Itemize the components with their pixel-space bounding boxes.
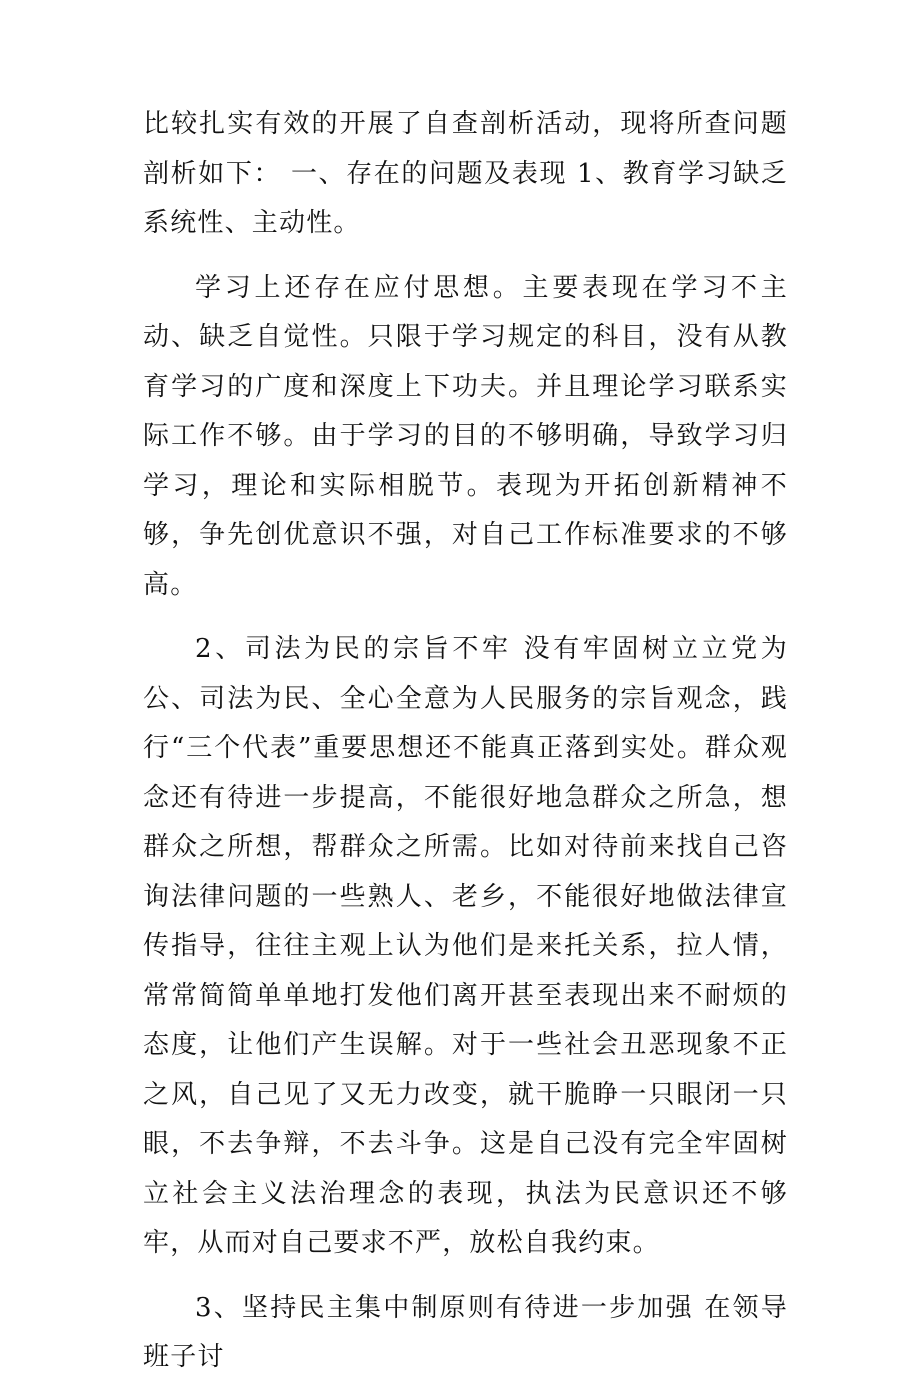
paragraph-study-attitude: 学习上还存在应付思想。主要表现在学习不主动、缺乏自觉性。只限于学习规定的科目，没有从教育学习的广度和深度上下功夫。并且理论学习联系实际工作不够。由于学习的目的不够明确，导致学习归学习，理论和实际相脱节。表现为开拓创新精神不够，争先创优意识不强，对自己工作标准要求的不够高。 (143, 272, 788, 600)
document-body (143, 100, 788, 1398)
paragraph-intro: 比较扎实有效的开展了自查剖析活动，现将所查问题剖析如下： 一、存在的问题及表现 1、教育学习缺乏系统性、主动性。 (143, 109, 788, 238)
paragraph-judicial-purpose: 2、司法为民的宗旨不牢 没有牢固树立立党为公、司法为民、全心全意为人民服务的宗旨观念，践行“三个代表”重要思想还不能真正落到实处。群众观念还有待进一步提高，不能很好地急群众之所急，想群众之所想，帮群众之所需。比如对待前来找自己咨询法律问题的一些熟人、老乡，不能很好地做法律宣传指导，往往主观上认为他们是来托关系，拉人情，常常简简单单地打发他们离开甚至表现出来不耐烦的态度，让他们产生误解。对于一些社会丑恶现象不正之风，自己见了又无力改变，就干脆睁一只眼闭一只眼，不去争辩，不去斗争。这是自己没有完全牢固树立社会主义法治理念的表现，执法为民意识还不够牢，从而对自己要求不严，放松自我约束。 (143, 634, 788, 1258)
paragraph-democratic-centralism: 3、坚持民主集中制原则有待进一步加强 在领导班子讨 (143, 1292, 788, 1372)
